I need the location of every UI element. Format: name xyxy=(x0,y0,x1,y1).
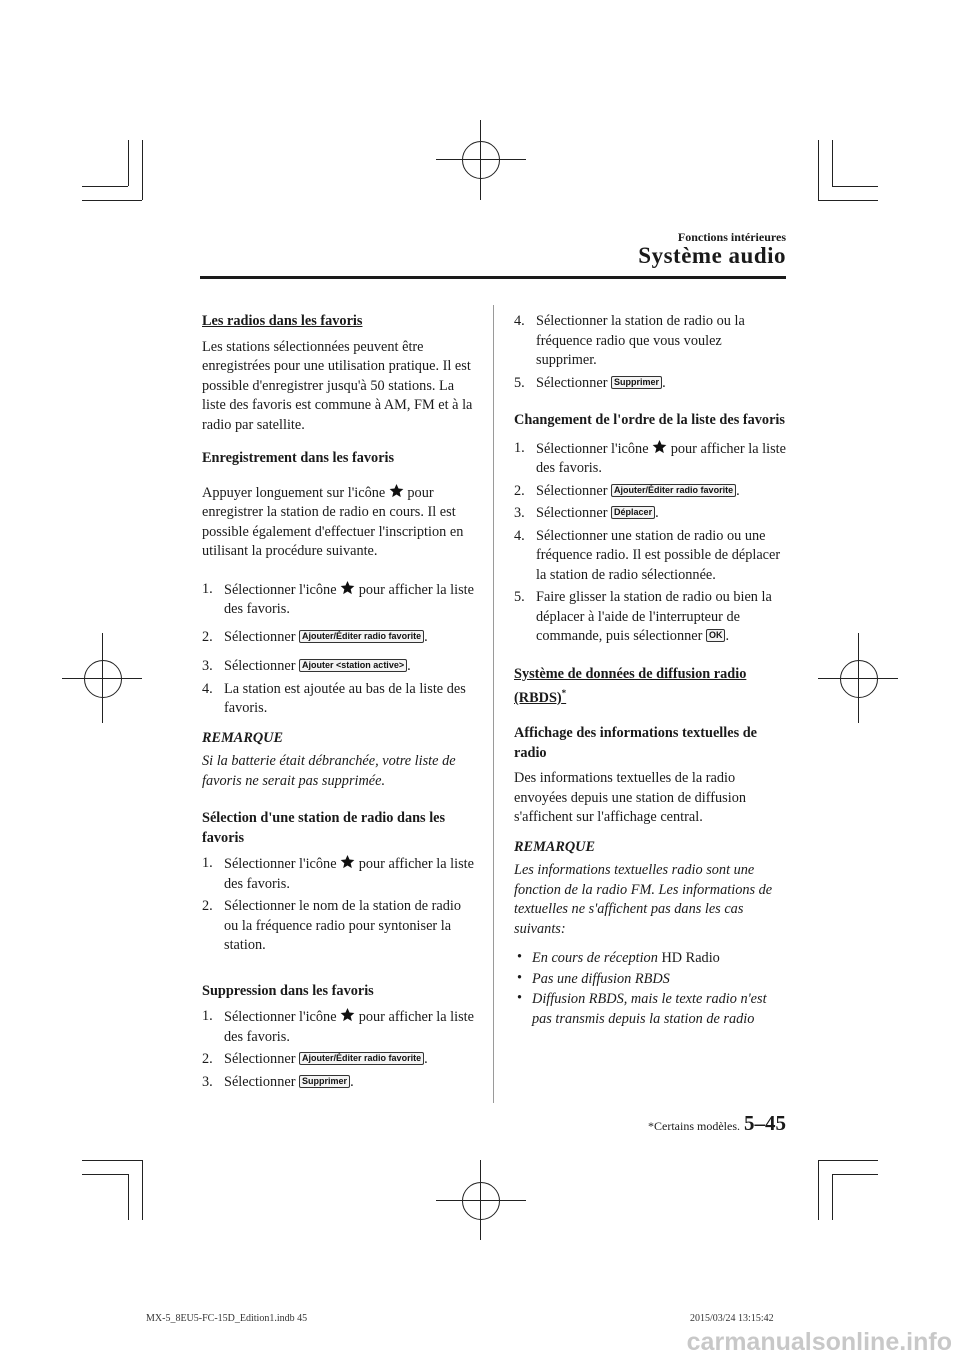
register-heading: Enregistrement dans les favoris xyxy=(202,450,395,466)
list-item: 2. Sélectionner Ajouter/Éditer radio favorite . xyxy=(202,628,428,645)
star-icon xyxy=(340,580,355,595)
delete-heading: Suppression dans les favoris xyxy=(202,982,374,999)
watermark: carmanualsonline.info xyxy=(686,1328,952,1356)
add-edit-favorite-button: Ajouter/Éditer radio favorite xyxy=(299,1052,424,1065)
list-item: 4. La station est ajoutée au bas de la liste des favoris. xyxy=(202,680,466,716)
delete-button: Supprimer xyxy=(299,1075,350,1088)
right-column xyxy=(514,312,786,1030)
list-item: 4. Sélectionner une station de radio ou une fréquence radio. Il est possible de déplacer la station de radio sélectionnée. xyxy=(514,527,781,583)
move-button: Déplacer xyxy=(611,506,655,519)
footnote-mark: * xyxy=(561,688,567,698)
star-icon xyxy=(389,483,404,498)
star-icon xyxy=(340,854,355,869)
note-label: REMARQUE xyxy=(514,838,596,855)
list-item: 1. Sélectionner l'icône pour afficher la liste des favoris. xyxy=(514,439,786,476)
list-item: 5. Sélectionner Supprimer . xyxy=(514,374,666,391)
favorites-heading: Les radios dans les favoris xyxy=(202,313,363,329)
delete-button: Supprimer xyxy=(611,376,662,389)
note-text: Les informations textuelles radio sont une fonction de la radio FM. Les informations de textuelles ne s'affichent pas dans les cas suivants: xyxy=(514,862,773,937)
add-current-station-button: Ajouter <station active> xyxy=(299,659,407,672)
reorder-steps xyxy=(514,439,786,647)
list-item: • Diffusion RBDS, mais le texte radio n'est pas transmis depuis la station de radio xyxy=(517,990,767,1027)
note-label: REMARQUE xyxy=(202,729,284,746)
select-steps xyxy=(202,854,474,956)
footnote: *Certains modèles. xyxy=(648,1119,740,1133)
delete-steps xyxy=(202,1007,474,1092)
ok-button: OK xyxy=(706,629,726,642)
list-item: 2. Sélectionner le nom de la station de radio ou la fréquence radio pour syntoniser la station. xyxy=(202,898,462,953)
star-icon xyxy=(340,1007,355,1022)
register-steps xyxy=(202,580,474,719)
add-edit-favorite-button: Ajouter/Éditer radio favorite xyxy=(611,484,736,497)
section-label: Fonctions intérieures xyxy=(677,230,786,244)
print-file-info: MX-5_8EU5-FC-15D_Edition1.indb 45 xyxy=(146,1313,308,1324)
list-item: 3. Sélectionner Ajouter <station active> . xyxy=(202,658,411,674)
list-item: 3. Sélectionner Déplacer . xyxy=(514,505,659,521)
list-item: 3. Sélectionner Supprimer . xyxy=(202,1073,354,1090)
page-title: Système audio xyxy=(638,243,786,268)
print-timestamp: 2015/03/24 13:15:42 xyxy=(690,1313,774,1324)
text-info-paragraph: Des informations textuelles de la radio envoyées depuis une station de diffusion s'affichent sur l'affichage central. xyxy=(514,770,747,826)
note-text: Si la batterie était débranchée, votre liste de favoris ne serait pas supprimée. xyxy=(202,753,456,789)
add-edit-favorite-button: Ajouter/Éditer radio favorite xyxy=(299,630,424,643)
list-item: 4. Sélectionner la station de radio ou la fréquence radio que vous voulez supprimer. xyxy=(514,313,745,368)
list-item: 5. Faire glisser la station de radio ou bien la déplacer à l'aide de l'interrupteur de commande, puis sélectionner OK . xyxy=(514,589,772,644)
list-item: 1. Sélectionner l'icône pour afficher la liste des favoris. xyxy=(202,580,474,617)
list-item: 2. Sélectionner Ajouter/Éditer radio favorite . xyxy=(514,482,740,499)
list-item: 1. Sélectionner l'icône pour afficher la liste des favoris. xyxy=(202,855,474,892)
list-item: • En cours de réception HD Radio xyxy=(517,949,720,967)
header-rule xyxy=(200,276,786,279)
list-item: 2. Sélectionner Ajouter/Éditer radio favorite . xyxy=(202,1051,428,1067)
delete-steps-continued xyxy=(514,312,786,393)
rbds-heading: Système de données de diffusion radio (RBDS)* xyxy=(514,665,747,706)
page-number: 5–45 xyxy=(744,1111,786,1135)
select-heading: Sélection d'une station de radio dans les favoris xyxy=(202,810,446,846)
favorites-intro: Les stations sélectionnées peuvent être enregistrées pour une utilisation pratique. Il est possible d'enregistrer jusqu'à 50 stations. La liste des favoris est commune à AM, FM et à la radio par satellite. xyxy=(202,338,473,433)
left-column xyxy=(202,312,474,1102)
list-item: 1. Sélectionner l'icône pour afficher la liste des favoris. xyxy=(202,1008,474,1045)
star-icon xyxy=(652,439,667,454)
list-item: • Pas une diffusion RBDS xyxy=(517,969,670,987)
column-divider xyxy=(493,305,494,1103)
exception-list xyxy=(514,949,786,1029)
register-intro: Appuyer longuement sur l'icône pour enregistrer la station de radio en cours. Il est possible également d'effectuer l'inscription en utilisant la procédure suivante. xyxy=(202,484,464,559)
text-info-heading: Affichage des informations textuelles de radio xyxy=(514,725,758,761)
reorder-heading: Changement de l'ordre de la liste des favoris xyxy=(514,412,785,428)
